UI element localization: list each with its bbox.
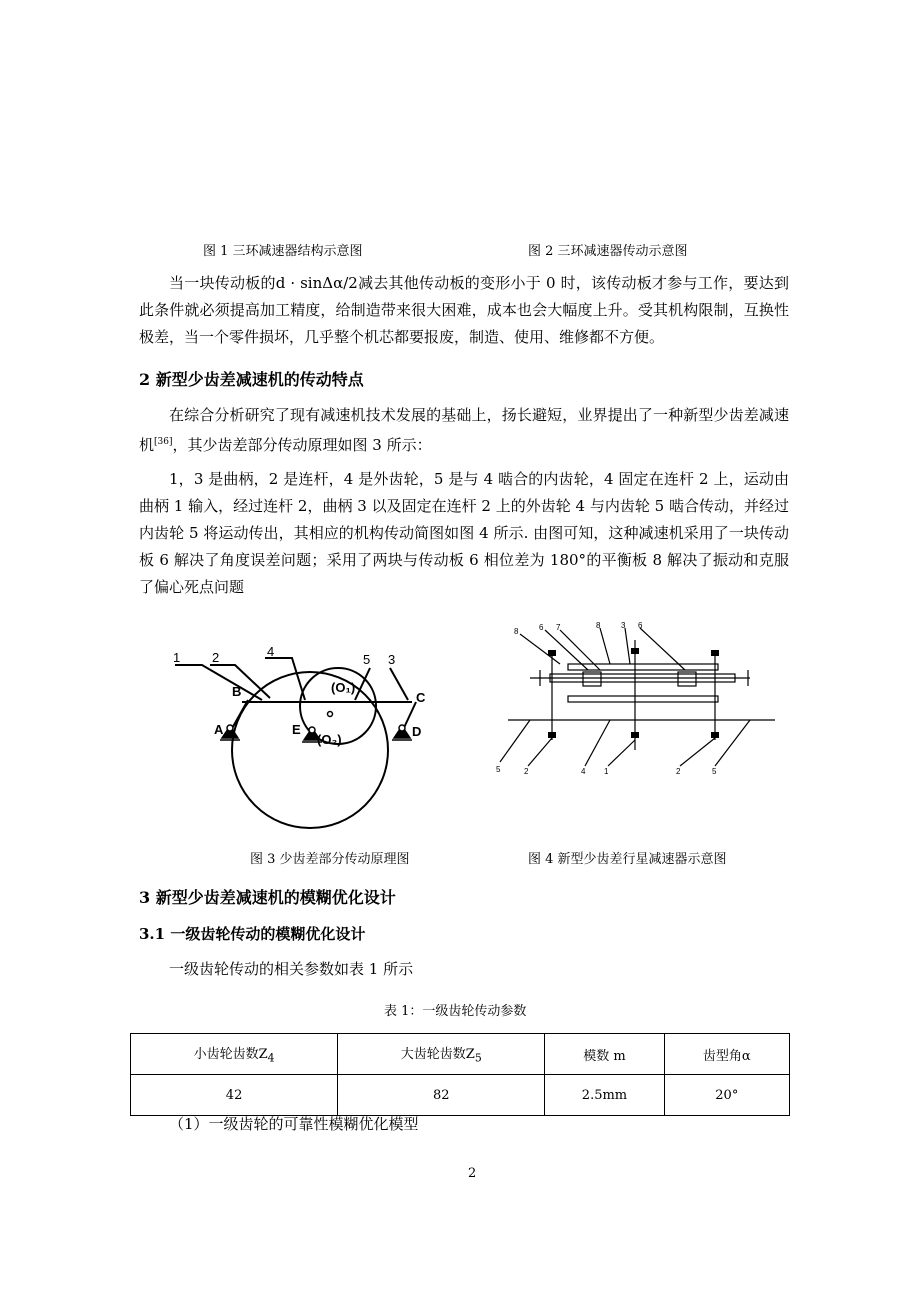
fig3-caption: 图 3 少齿差部分传动原理图	[250, 852, 410, 867]
table-cell: 42	[131, 1075, 338, 1116]
figure-4-diagram	[490, 620, 790, 780]
fig3-label-2: 2	[212, 650, 220, 665]
section-2-paragraph-1: 在综合分析研究了现有减速机技术发展的基础上，扬长避短，业界提出了一种新型少齿差减速机[36]，其少齿差部分传动原理如图 3 所示：	[139, 406, 789, 454]
fig4-label-2-right: 2	[676, 767, 681, 776]
table-cell: 82	[338, 1075, 545, 1116]
fig4-label-7: 7	[556, 623, 561, 632]
table-cell: 20°	[664, 1075, 789, 1116]
fig4-label-5-left: 5	[496, 765, 501, 774]
fig1-caption: 图 1 三环减速器结构示意图	[203, 244, 363, 259]
fig4-label-2-left: 2	[524, 767, 529, 776]
fig3-label-A: A	[214, 722, 224, 737]
fig3-label-O1: (O₁)	[331, 680, 356, 695]
fig4-label-5-right: 5	[712, 767, 717, 776]
fig4-label-1: 1	[604, 767, 609, 776]
fig4-caption: 图 4 新型少齿差行星减速器示意图	[528, 852, 727, 867]
params-table	[130, 1033, 790, 1116]
table-1-title: 表 1：一级齿轮传动参数	[384, 1004, 527, 1019]
fig4-label-8-mid: 8	[596, 621, 601, 630]
fig4-label-6-right: 6	[638, 621, 643, 630]
fig3-label-B: B	[232, 684, 242, 699]
fig3-label-3: 3	[388, 652, 396, 667]
table-header-cell: 模数 m	[545, 1034, 664, 1075]
fig4-label-3: 3	[621, 621, 626, 630]
section-3-1-heading: 3.1 一级齿轮传动的模糊优化设计	[139, 925, 366, 943]
paragraph-1: 当一块传动板的d · sinΔα/2减去其他传动板的变形小于 0 时，该传动板才参与工作，要达到此条件就必须提高加工精度，给制造带来很大困难，成本也会大幅度上升。受其机构限制，互换性极差，当一个零件损坏，几乎整个机芯都要报废，制造、使用、维修都不方便。	[139, 274, 789, 346]
fig4-label-8-left: 8	[514, 627, 519, 636]
fig2-caption: 图 2 三环减速器传动示意图	[528, 244, 688, 259]
fig3-label-4: 4	[267, 644, 275, 659]
table-header-cell: 齿型角α	[664, 1034, 789, 1075]
fig3-label-E: E	[292, 722, 301, 737]
table-header-cell: 小齿轮齿数$Z_4$	[131, 1034, 338, 1075]
fig3-label-C: C	[416, 690, 426, 705]
fig3-label-O2: (O₂)	[317, 732, 342, 747]
fig3-label-1: 1	[173, 650, 181, 665]
table-header-row	[131, 1034, 790, 1075]
section-3-heading: 3 新型少齿差减速机的模糊优化设计	[139, 888, 396, 907]
figure-3-diagram	[170, 640, 450, 840]
fig4-label-6-left: 6	[539, 623, 544, 632]
section-2-heading: 2 新型少齿差减速机的传动特点	[139, 370, 364, 389]
table-header-cell: 大齿轮齿数$Z_5$	[338, 1034, 545, 1075]
fig4-label-4: 4	[581, 767, 586, 776]
item-1: （1）一级齿轮的可靠性模糊优化模型	[169, 1115, 419, 1133]
fig3-label-5: 5	[363, 652, 371, 667]
page-number: 2	[468, 1166, 477, 1181]
section-2-paragraph-2: 1，3 是曲柄，2 是连杆，4 是外齿轮，5 是与 4 啮合的内齿轮，4 固定在连杆 2 上，运动由曲柄 1 输入，经过连杆 2，曲柄 3 以及固定在连杆 2 上的外齿轮 4 与内齿轮 5 啮合传动，并经过内齿轮 5 将运动传出，其相应的机构传动简图如图 4 所示. 由图可知，这种减速机采用了一块传动板 6 解决了角度误差问题；采用了两块与传动板 6 相位差为 180°的平衡板 8 解决了振动和克服了偏心死点问题	[139, 470, 789, 596]
table-cell: 2.5mm	[545, 1075, 664, 1116]
table-row	[131, 1075, 790, 1116]
citation-ref: [36]	[154, 437, 173, 447]
fig3-label-D: D	[412, 724, 422, 739]
section-3-paragraph-1: 一级齿轮传动的相关参数如表 1 所示	[169, 960, 414, 978]
